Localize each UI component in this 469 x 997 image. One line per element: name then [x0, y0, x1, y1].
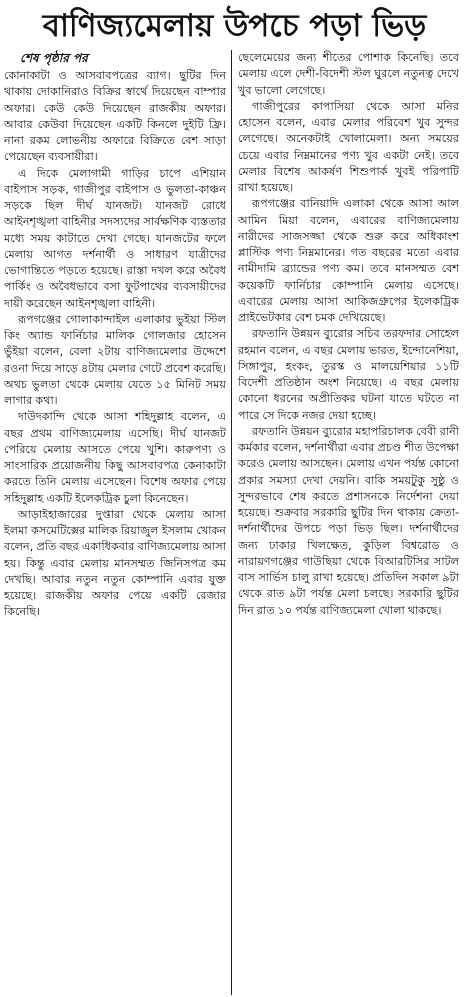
paragraph: এ দিকে মেলাগামী গাড়ির চাপে এশিয়ান বাইপাস সড়ক, গাজীপুর বাইপাস ও ভুলতা-কাঞ্চন সড়কে ছিল দীর্ঘ যানজট। যানজট রোধে আইনশৃঙ্খলা বাহিনীর সদস্যদের সার্বক্ষণিক ব্যস্ততার মধ্যে সময় কাটাতে দেখা গেছে। যানজটের ফলে মেলায় আগত দর্শনার্থী ও সাধারণ যাত্রীদের ভোগান্তিতে পড়তে হয়েছে। রাস্তা দখল করে অবৈধ পার্কিং ও অবৈধভাবে বসা ফুটপাথের ব্যবসায়ীদের দায়ী করেছেন আইনশৃঙ্খলা বাহিনী।	[4, 166, 226, 310]
paragraph: রফতানি উন্নয়ন ব্যুরোর সচিব তরফদার সোহেল রহমান বলেন, এ বছর মেলায় ভারত, ইন্দোনেশিয়া, সিঙ্গাপুর, হংকং, তুরস্ক ও মালয়েশিয়ার ১১টি বিদেশী প্রতিষ্ঠান অংশ নিয়েছে। এ বছর মেলায় কোনো ধরনের অপ্রীতিকর ঘটনা যাতে ঘটতে না পারে সে দিকে নজর দেয়া হচ্ছে।	[238, 327, 459, 422]
right-column	[232, 50, 459, 995]
paragraph: রফতানি উন্নয়ন ব্যুরোর মহাপরিচালক বেবী রানী কর্মকার বলেন, দর্শনার্থীরা এবার প্রচণ্ড শীত উপেক্ষা করেও মেলায় আসছেন। মেলায় এখন পর্যন্ত কোনো প্রকার সমস্যা দেখা দেয়নি। বাকি সময়টুকু সুষ্ঠু ও সুন্দরভাবে শেষ করতে প্রশাসনকে নির্দেশনা দেয়া হয়েছে। শুক্রবার সরকারি ছুটির দিন থাকায় ক্রেতা-দর্শনার্থীদের উপচে পড়া ভিড় ছিল। দর্শনার্থীদের জন্য ঢাকার খিলক্ষেত, কুড়িল বিশ্বরোড ও নারায়ণগঞ্জের গাউছিয়া থেকে বিআরটিসির সাটল বাস সার্ভিস চালু রাখা হয়েছে। প্রতিদিন সকাল ৯টা থেকে রাত ৯টা পর্যন্ত মেলা চলছে। সরকারি ছুটির দিন রাত ১০ পর্যন্ত বাণিজ্যমেলা খোলা থাকছে।	[238, 424, 459, 617]
paragraph: গাজীপুরের কাপাসিয়া থেকে আসা মনির হোসেন বলেন, এবার মেলার পরিবেশ খুব সুন্দর লেগেছে। অনেকটাই খোলামেলা। অন্য সময়ের চেয়ে এবার নিম্নমানের পণ্য খুব একটা নেই। তবে মেলার বিশেষ আকর্ষণ শিশুপার্ক খুবই পরিপাটি রাখা হয়েছে।	[238, 99, 459, 194]
article-body	[4, 50, 465, 995]
paragraph: ছেলেমেয়ের জন্য শীতের পোশাক কিনেছি। তবে মেলায় এলে দেশী-বিদেশী স্টল ঘুরলে নতুনত্ব দেখে খুব ভালো লেগেছে।	[238, 51, 459, 97]
paragraph: আড়াইহাজারের দুপ্তারা থেকে মেলায় আসা ইলমা কসমেটিক্সের মালিক রিয়াজুল ইসলাম খোকন বলেন, প্রতি বছর একাধিকবার বাণিজ্যমেলায় আসা হয়। কিন্তু এবার মেলায় মানসম্মত জিনিসপত্র কম দেখছি। আবার নতুন নতুন কোম্পানি এবার যুক্ত হয়েছে। রাজকীয় অফার পেয়ে একটি রেজার কিনেছি।	[4, 507, 226, 619]
paragraph: রূপগঞ্জের গোলাকান্দাইল এলাকার ভুইয়া স্টিল কিং অ্যান্ড ফার্নিচার মালিক গোলজার হোসেন ভুঁইয়া বলেন, বেলা ২টায় বাণিজ্যমেলার উদ্দেশে রওনা দিয়ে সাড়ে ৪টায় মেলার গেটে প্রবেশ করেছি। অথচ ভুলতা থেকে মেলায় যেতে ১৫ মিনিট সময় লাগার কথা।	[4, 312, 226, 407]
headline: বাণিজ্যমেলায় উপচে পড়া ভিড়	[42, 8, 427, 44]
paragraph: দাউদকান্দি থেকে আসা শহিদুল্লাহ বলেন, এ বছর প্রথম বাণিজ্যমেলায় এসেছি। দীর্ঘ যানজট পেরিয়ে মেলায় আসতে পেয়ে খুশি। কারুপণ্য ও সাংসারিক প্রয়োজনীয় কিছু আসবাবপত্র কেনাকাটা করতে তিনি মেলায় এসেছেন। বিশেষ অফার পেয়ে সহিদুল্লাহ একটি ইলেকট্রিক চুলা কিনেছেন।	[4, 410, 226, 505]
paragraph: কোনাকাটা ও আসবাবপত্রের ব্যাগ। ছুটির দিন থাকায় দোকানিরাও বিক্রির স্বার্থে দিয়েছেন বাম্পার অফার। কেউ কেউ দিয়েছেন রাজকীয় অফার। আবার কেউবা দিয়েছেন একটি কিনলে দুইটি ফ্রি। নানা রকম লোভনীয় অফারে বিক্রিতে বেশ সাড়া পেয়েছেন ব্যবসায়ীরা।	[4, 69, 226, 164]
continuation-label: শেষ পৃষ্ঠার পর	[20, 51, 88, 65]
left-column	[4, 50, 231, 995]
paragraph: রূপগঞ্জের বানিয়াদি এলাকা থেকে আসা আল আমিন মিয়া বলেন, এবারের বাণিজ্যমেলায় নারীদের সাজসজ্জা থেকে শুরু করে অধিকাংশ প্লাস্টিক পণ্য নিম্নমানের। গত বছরের মতো এবার নামীদামি ব্র্যান্ডের পণ্য কম। তবে মানসম্মত বেশ কয়েকটি ফার্নিচার কোম্পানি মেলায় এসেছে। এবারের মেলায় আসা আকিজগ্রুপের ইলেকট্রিক প্রাইভেটকার বেশ চমক দেখিয়েছে।	[238, 197, 459, 324]
